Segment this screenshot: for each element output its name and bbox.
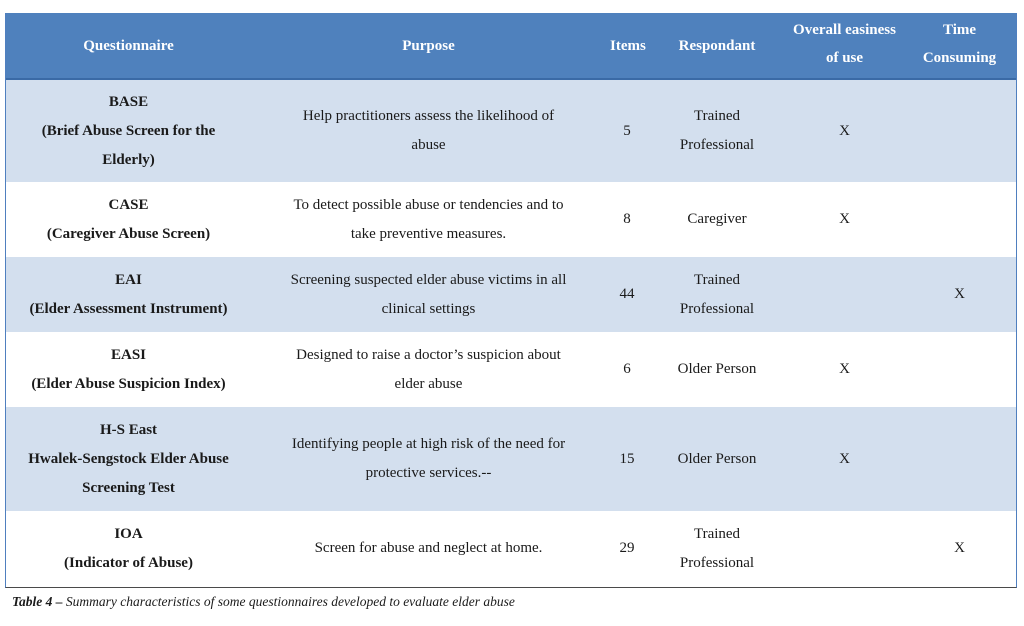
- cell-purpose-line: Screening suspected elder abuse victims in all: [290, 271, 567, 288]
- cell-questionnaire-line: Screening Test: [82, 479, 175, 496]
- cell-respondant-line: Professional: [679, 300, 755, 317]
- cell-questionnaire-line: (Elder Assessment Instrument): [29, 300, 228, 317]
- header-respondant: Respondant: [648, 13, 786, 79]
- cell-items: 15: [619, 450, 635, 467]
- cell-respondant: [648, 79, 786, 182]
- cell-purpose-line: elder abuse: [394, 375, 463, 392]
- cell-time: X: [954, 540, 965, 556]
- cell-time: [903, 79, 1016, 182]
- cell-respondant: [648, 182, 786, 257]
- cell-respondant-line: Older Person: [677, 361, 757, 377]
- cell-items: 44: [619, 286, 635, 302]
- table-frame: [5, 13, 1017, 588]
- cell-questionnaire-line: (Brief Abuse Screen for the: [41, 122, 216, 139]
- cell-questionnaire-line: (Caregiver Abuse Screen): [46, 225, 211, 242]
- header-time-line2: Consuming: [922, 50, 997, 66]
- cell-time: [903, 182, 1016, 257]
- table-row: [6, 79, 1016, 182]
- table-row: [6, 407, 1016, 511]
- cell-easiness: [786, 511, 903, 586]
- cell-purpose-line: Screen for abuse and neglect at home.: [314, 540, 543, 556]
- cell-questionnaire: [6, 79, 251, 182]
- cell-questionnaire-line: (Indicator of Abuse): [64, 554, 193, 571]
- cell-questionnaire-line: IOA: [114, 525, 143, 542]
- table-row: [6, 257, 1016, 332]
- cell-items: 5: [623, 122, 631, 139]
- cell-questionnaire-line: EASI: [110, 346, 147, 363]
- cell-easiness: [786, 257, 903, 332]
- cell-respondant: [648, 332, 786, 407]
- cell-time: [903, 407, 1016, 511]
- cell-respondant-line: Caregiver: [687, 211, 747, 227]
- cell-respondant-line: Professional: [679, 554, 755, 571]
- cell-questionnaire-line: EAI: [115, 271, 142, 288]
- cell-respondant: [648, 511, 786, 586]
- header-time-line1: Time: [942, 22, 977, 38]
- table-row: [6, 182, 1016, 257]
- cell-purpose-line: Designed to raise a doctor’s suspicion about: [296, 346, 561, 363]
- cell-time: X: [954, 286, 965, 302]
- table-header: [6, 13, 1016, 79]
- cell-purpose: [251, 257, 606, 332]
- header-items: Items: [606, 13, 648, 79]
- cell-questionnaire-line: BASE: [108, 93, 149, 110]
- cell-purpose-line: Help practitioners assess the likelihood of: [302, 108, 555, 124]
- cell-questionnaire-line: CASE: [108, 196, 149, 213]
- cell-easiness: X: [839, 361, 850, 377]
- cell-questionnaire-line: Elderly): [102, 151, 155, 168]
- table-caption: [12, 594, 515, 610]
- table-row: [6, 332, 1016, 407]
- cell-questionnaire-line: (Elder Abuse Suspicion Index): [31, 375, 226, 392]
- cell-easiness: X: [839, 211, 850, 227]
- caption-label: Table 4 –: [12, 594, 63, 609]
- cell-questionnaire: [6, 407, 251, 511]
- cell-time: [903, 332, 1016, 407]
- cell-questionnaire: [6, 182, 251, 257]
- cell-easiness: X: [839, 122, 850, 139]
- header-questionnaire: Questionnaire: [6, 13, 251, 79]
- cell-questionnaire-line: H-S East: [99, 421, 158, 438]
- cell-questionnaire: [6, 332, 251, 407]
- cell-purpose: [251, 407, 606, 511]
- questionnaire-table: [6, 13, 1016, 586]
- cell-items: 29: [619, 540, 635, 556]
- cell-purpose-line: clinical settings: [381, 300, 476, 317]
- cell-questionnaire-line: Hwalek-Sengstock Elder Abuse: [28, 450, 229, 467]
- header-time: [903, 13, 1016, 79]
- cell-easiness: X: [839, 450, 850, 467]
- cell-purpose-line: take preventive measures.: [350, 225, 507, 242]
- cell-purpose-line: protective services.--: [365, 465, 492, 481]
- cell-respondant-line: Trained: [693, 271, 741, 288]
- cell-respondant-line: Trained: [693, 525, 741, 542]
- header-purpose: Purpose: [251, 13, 606, 79]
- cell-questionnaire: [6, 511, 251, 586]
- cell-respondant: [648, 257, 786, 332]
- cell-purpose-line: Identifying people at high risk of the need for: [291, 436, 566, 452]
- cell-respondant-line: Older Person: [677, 450, 757, 467]
- cell-questionnaire: [6, 257, 251, 332]
- header-easiness: [786, 13, 903, 79]
- cell-items: 8: [623, 211, 631, 227]
- table-row: [6, 511, 1016, 586]
- header-easiness-line1: Overall easiness: [793, 22, 896, 38]
- cell-purpose: [251, 182, 606, 257]
- cell-purpose: [251, 79, 606, 182]
- cell-purpose: [251, 332, 606, 407]
- cell-respondant-line: Professional: [679, 137, 755, 153]
- cell-respondant-line: Trained: [693, 108, 741, 124]
- cell-purpose-line: abuse: [411, 137, 446, 153]
- cell-respondant: [648, 407, 786, 511]
- caption-text: Summary characteristics of some questionnaires developed to evaluate elder abuse: [62, 594, 515, 609]
- header-easiness-line2: of use: [825, 50, 864, 66]
- cell-purpose: [251, 511, 606, 586]
- table-body: [6, 79, 1016, 586]
- cell-items: 6: [623, 361, 631, 377]
- cell-purpose-line: To detect possible abuse or tendencies and to: [293, 196, 564, 213]
